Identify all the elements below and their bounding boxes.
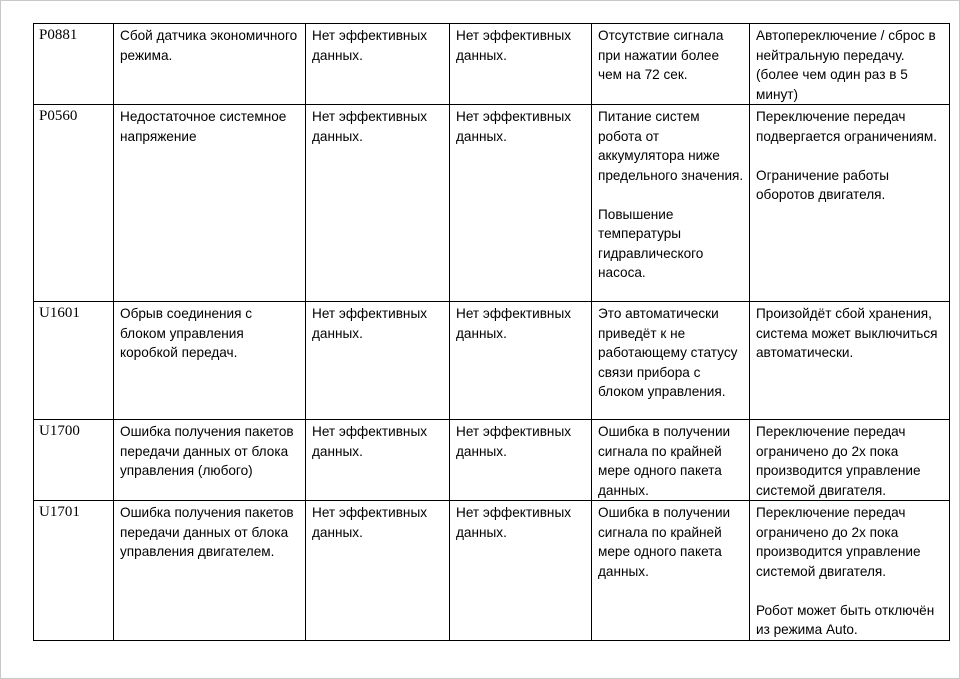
data-cell: Нет эффективных данных. [450, 302, 592, 420]
action-text: Автопереключение / сброс в нейтральную передачу. (более чем один раз в 5 минут) [756, 28, 936, 102]
condition-cell [592, 501, 750, 641]
condition-cell [592, 302, 750, 420]
action-cell [750, 420, 950, 501]
fault-code-cell: P0560 [34, 105, 114, 302]
fault-code-cell: U1700 [34, 420, 114, 501]
fault-code-table [33, 23, 950, 641]
condition-cell [592, 105, 750, 302]
description-cell: Сбой датчика экономичного режима. [114, 24, 306, 105]
data-cell: Нет эффективных данных. [450, 420, 592, 501]
data-cell: Нет эффективных данных. [306, 501, 450, 641]
action-text: Переключение передач подвергается ограничениям. [756, 109, 938, 144]
data-cell: Нет эффективных данных. [306, 105, 450, 302]
action-text: Переключение передач ограничено до 2х пока производится управление системой двигателя. [756, 505, 921, 579]
data-cell: Нет эффективных данных. [306, 302, 450, 420]
data-cell: Нет эффективных данных. [450, 24, 592, 105]
table-row [34, 501, 950, 641]
table-row [34, 24, 950, 105]
condition-text: Отсутствие сигнала при нажатии более чем на 72 сек. [598, 28, 724, 82]
condition-cell [592, 24, 750, 105]
action-cell [750, 105, 950, 302]
action-cell [750, 24, 950, 105]
data-cell: Нет эффективных данных. [450, 105, 592, 302]
table-row [34, 105, 950, 302]
data-cell: Нет эффективных данных. [450, 501, 592, 641]
fault-code-cell: U1601 [34, 302, 114, 420]
action-text: Ограничение работы оборотов двигателя. [756, 167, 889, 202]
action-text: Произойдёт сбой хранения, система может выключиться автоматически. [756, 306, 938, 360]
description-cell: Ошибка получения пакетов передачи данных от блока управления (любого) [114, 420, 306, 501]
fault-code-cell: P0881 [34, 24, 114, 105]
action-text: Робот может быть отключён из режима Auto. [756, 602, 935, 637]
data-cell: Нет эффективных данных. [306, 420, 450, 501]
action-text: Переключение передач ограничено до 2х пока производится управление системой двигателя. [756, 424, 921, 498]
description-cell: Обрыв соединения с блоком управления коробкой передач. [114, 302, 306, 420]
action-cell [750, 302, 950, 420]
condition-text: Ошибка в получении сигнала по крайней мере одного пакета данных. [598, 424, 731, 498]
condition-text: Повышение температуры гидравлического насоса. [598, 206, 704, 280]
condition-text: Ошибка в получении сигнала по крайней мере одного пакета данных. [598, 505, 731, 579]
condition-text: Это автоматически приведёт к не работающему статусу связи прибора с блоком управления. [598, 306, 738, 399]
fault-code-cell: U1701 [34, 501, 114, 641]
description-cell: Ошибка получения пакетов передачи данных от блока управления двигателем. [114, 501, 306, 641]
description-cell: Недостаточное системное напряжение [114, 105, 306, 302]
condition-text: Питание систем робота от аккумулятора ниже предельного значения. [598, 109, 744, 183]
action-cell [750, 501, 950, 641]
table-row [34, 420, 950, 501]
condition-cell [592, 420, 750, 501]
data-cell: Нет эффективных данных. [306, 24, 450, 105]
table-row [34, 302, 950, 420]
